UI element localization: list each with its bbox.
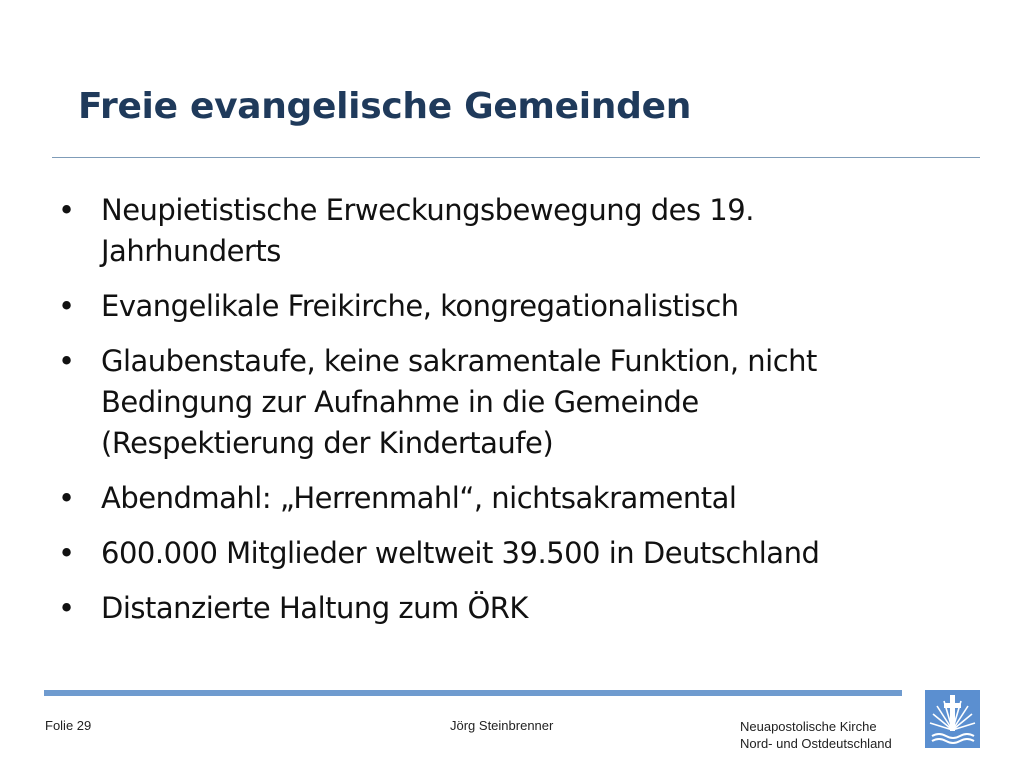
bullet-item xyxy=(58,190,958,272)
bullet-dot-icon: • xyxy=(58,591,75,625)
bullet-item xyxy=(58,286,958,327)
bullet-line: Evangelikale Freikirche, kongregationalistisch xyxy=(101,289,739,323)
bullet-item xyxy=(58,588,958,629)
footer-organization xyxy=(740,718,892,752)
bullet-line: Neupietistische Erweckungsbewegung des 19. xyxy=(101,193,754,227)
bullet-item xyxy=(58,341,958,464)
bullet-list xyxy=(58,190,958,643)
bullet-line: Bedingung zur Aufnahme in die Gemeinde xyxy=(101,385,699,419)
bullet-item xyxy=(58,533,958,574)
bullet-line: (Respektierung der Kindertaufe) xyxy=(101,426,554,460)
bullet-dot-icon: • xyxy=(58,536,75,570)
bullet-dot-icon: • xyxy=(58,289,75,323)
bullet-line: Abendmahl: „Herrenmahl“, nichtsakramental xyxy=(101,481,737,515)
slide-title: Freie evangelische Gemeinden xyxy=(78,86,692,127)
footer-org-line-1: Neuapostolische Kirche xyxy=(740,719,877,734)
bullet-item xyxy=(58,478,958,519)
bullet-line: 600.000 Mitglieder weltweit 39.500 in Deutschland xyxy=(101,536,820,570)
bullet-dot-icon: • xyxy=(58,481,75,515)
bullet-dot-icon: • xyxy=(58,193,75,227)
church-cross-sun-logo-icon xyxy=(925,690,980,748)
bullet-line: Distanzierte Haltung zum ÖRK xyxy=(101,591,528,625)
bullet-dot-icon: • xyxy=(58,344,75,378)
title-divider xyxy=(52,157,980,158)
slide-number: Folie 29 xyxy=(45,718,92,733)
footer-author: Jörg Steinbrenner xyxy=(450,718,554,733)
bullet-line: Jahrhunderts xyxy=(101,234,281,268)
bullet-line: Glaubenstaufe, keine sakramentale Funktion, nicht xyxy=(101,344,817,378)
footer-org-line-2: Nord- und Ostdeutschland xyxy=(740,736,892,751)
footer-divider xyxy=(44,690,902,696)
